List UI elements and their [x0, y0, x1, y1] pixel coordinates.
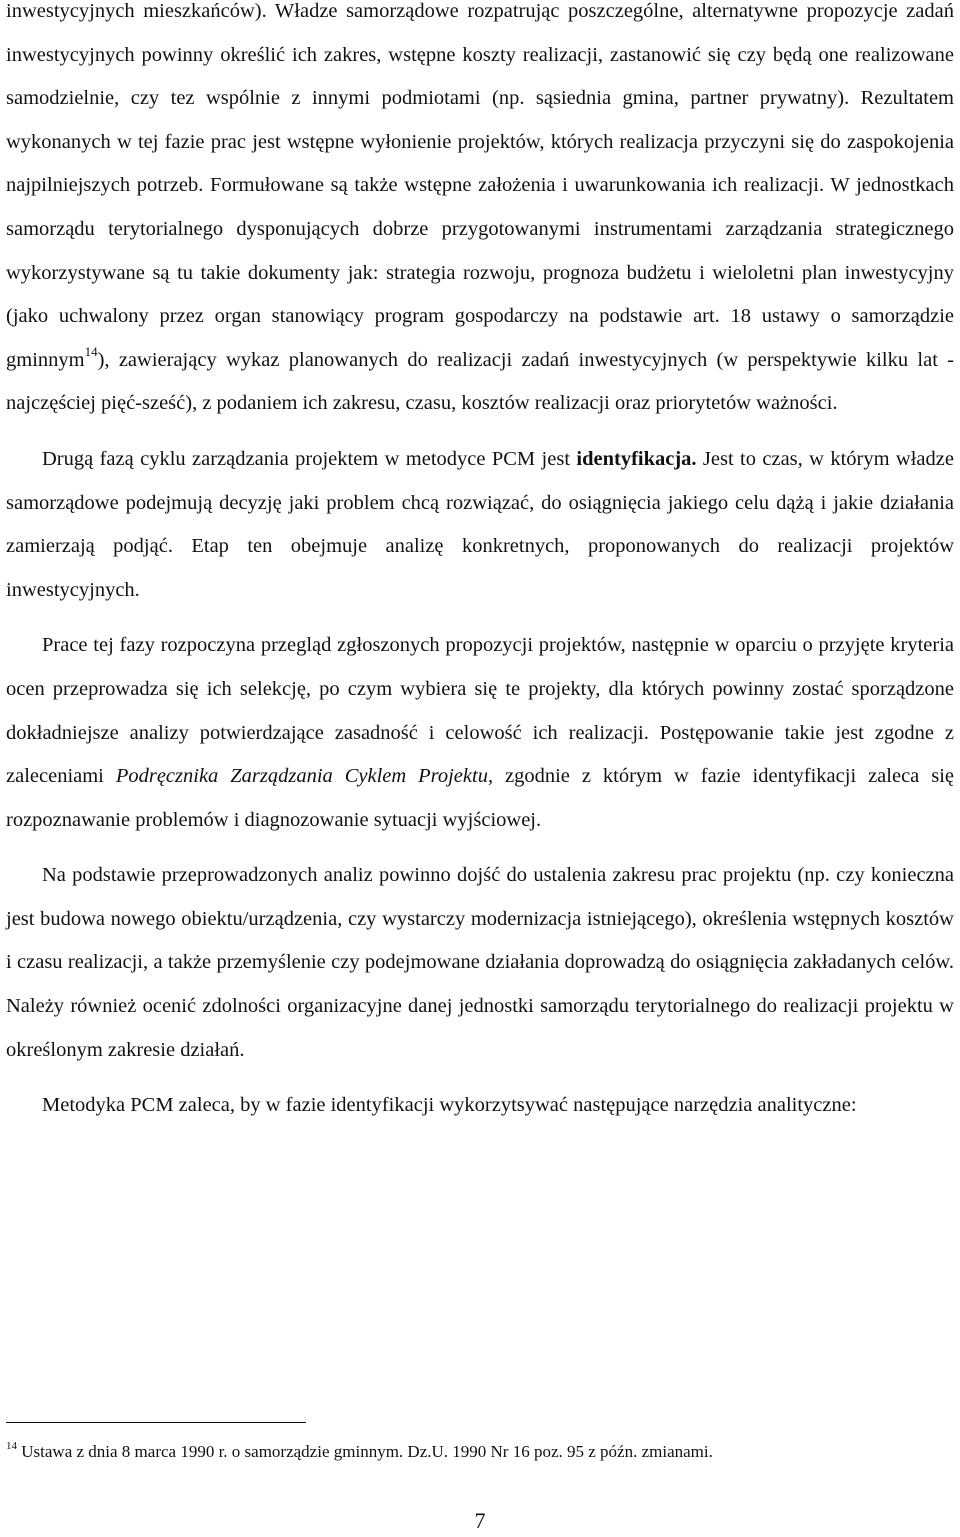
footnote-reference: 14	[84, 343, 98, 359]
paragraph-analysis-results	[6, 854, 954, 1072]
footnote-text: Ustawa z dnia 8 marca 1990 r. o samorządzie gminnym. Dz.U. 1990 Nr 16 poz. 95 z późn. zmianami.	[17, 1442, 713, 1461]
paragraph-investment-tasks	[6, 0, 954, 426]
page-number: 7	[474, 1508, 486, 1533]
paragraph-text: Jest to czas, w którym władze samorządowe podejmują decyzję jaki problem chcą rozwiązać, do osiągnięcia jakiego celu dążą i jakie działania zamierzają podjąć. Etap ten obejmuje analizę konkretnych, proponowanych do realizacji projektów inwestycyjnych.	[6, 447, 954, 601]
footnote-marker: 14	[6, 1440, 17, 1452]
paragraph-text: , zgodnie z którym w fazie identyfikacji zaleca się rozpoznawanie problemów i diagnozowanie sytuacji wyjściowej.	[6, 765, 954, 831]
paragraph-text: Metodyka PCM zaleca, by w fazie identyfikacji wykorzytsywać następujące narzędzia analityczne:	[42, 1094, 857, 1117]
paragraph-phase-work	[6, 624, 954, 842]
bold-term-identification: identyfikacja.	[576, 447, 697, 470]
paragraph-text: Drugą fazą cyklu zarządzania projektem w metodyce PCM jest	[42, 447, 577, 470]
footnote	[6, 1440, 713, 1464]
paragraph-identification-phase	[6, 438, 954, 612]
paragraph-pcm-tools	[6, 1084, 954, 1128]
paragraph-text: ), zawierający wykaz planowanych do realizacji zadań inwestycyjnych (w perspektywie kilku lat -najczęściej pięć-sześć), z podaniem ich zakresu, czasu, kosztów realizacji oraz priorytetów ważności.	[6, 348, 954, 415]
paragraph-text: Na podstawie przeprowadzonych analiz powinno dojść do ustalenia zakresu prac projektu (np. czy konieczna jest budowa nowego obiektu/urządzenia, czy wystarczy modernizacja istniejącego), określenia wstępnych kosztów i czasu realizacji, a także przemyślenie czy podejmowane działania doprowadzą do osiągnięcia zakładanych celów. Należy również ocenić zdolności organizacyjne danej jednostki samorządu terytorialnego do realizacji projektu w określonym zakresie działań.	[6, 864, 954, 1061]
footnote-separator	[6, 1422, 306, 1423]
paragraph-text: Prace tej fazy rozpoczyna przegląd zgłoszonych propozycji projektów, następnie w oparciu o przyjęte kryteria ocen przeprowadza się ich selekcję, po czym wybiera się te projekty, dla których powinny zostać sporządzone dokładniejsze analizy potwierdzające zasadność i celowość ich realizacji. Postępowanie takie jest zgodne z zaleceniami	[6, 634, 954, 788]
document-page	[6, 0, 954, 1128]
italic-title-handbook: Podręcznika Zarządzania Cyklem Projektu	[115, 765, 488, 788]
paragraph-text: inwestycyjnych mieszkańców). Władze samorządowe rozpatrując poszczególne, alternatywne propozycje zadań inwestycyjnych powinny określić ich zakres, wstępne koszty realizacji, zastanowić się czy będą one realizowane samodzielnie, czy tez wspólnie z innymi podmiotami (np. sąsiednia gmina, partner prywatny). Rezultatem wykonanych w tej fazie prac jest wstępne wyłonienie projektów, których realizacja przyczyni się do zaspokojenia najpilniejszych potrzeb. Formułowane są także wstępne założenia i uwarunkowania ich realizacji. W jednostkach samorządu terytorialnego dysponujących dobrze przygotowanymi instrumentami zarządzania strategicznego wykorzystywane są tu takie dokumenty jak: strategia rozwoju, prognoza budżetu i wieloletni plan inwestycyjny (jako uchwalony przez organ stanowiący program gospodarczy na podstawie art. 18 ustawy o samorządzie gminnym	[6, 0, 954, 371]
